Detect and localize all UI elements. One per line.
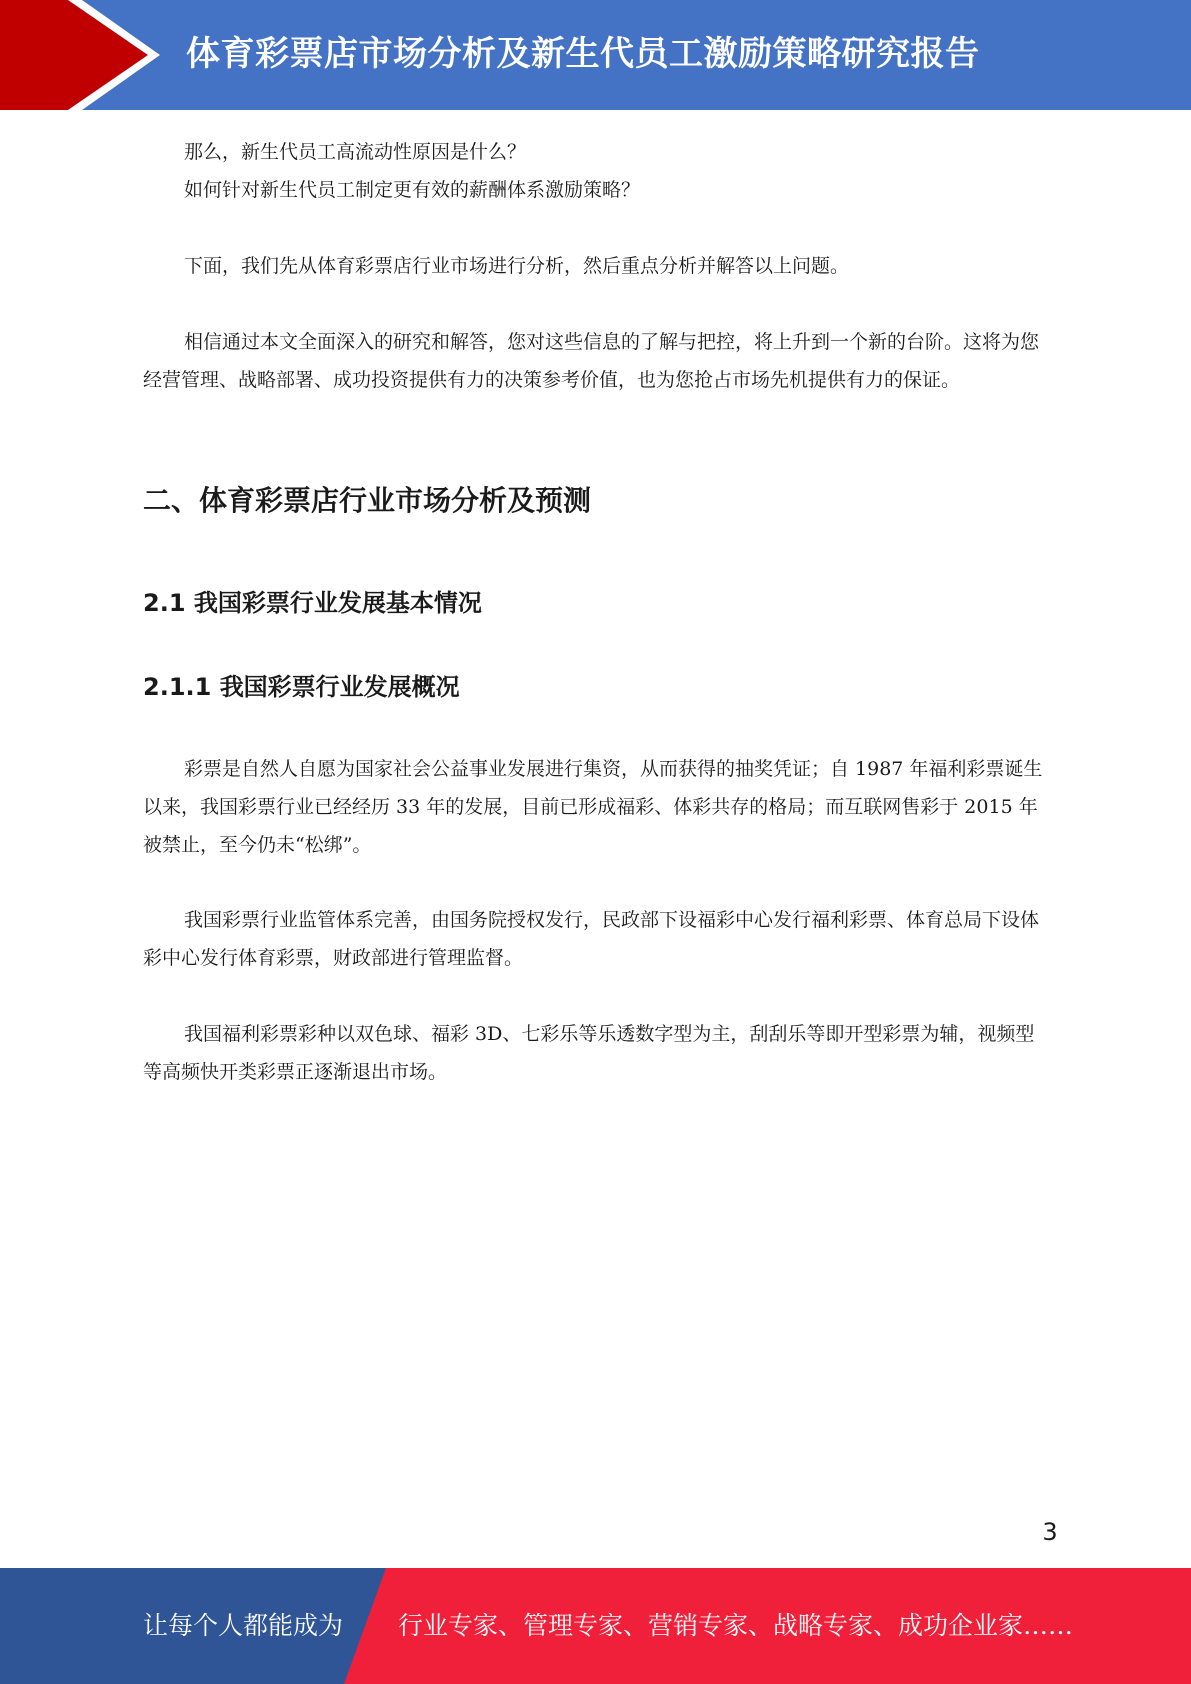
paragraph-1-block [143, 750, 1048, 864]
section-heading-block [143, 481, 1048, 521]
value-paragraph: 相信通过本文全面深入的研究和解答，您对这些信息的了解与把控，将上升到一个新的台阶。这将为您经营管理、战略部署、成功投资提供有力的决策参考价值，也为您抢占市场先机提供有力的保证。 [143, 331, 1040, 391]
section-heading: 二、体育彩票店行业市场分析及预测 [143, 484, 592, 517]
footer-slogan: 让每个人都能成为 [143, 1611, 344, 1640]
subsubsection-heading: 2.1.1 我国彩票行业发展概况 [143, 673, 460, 701]
page-number: 3 [1042, 1518, 1058, 1546]
question-1: 那么，新生代员工高流动性原因是什么？ [184, 141, 527, 163]
subsubsection-heading-block [143, 669, 1048, 705]
header-red-arrow [0, 0, 148, 110]
paragraph-2: 我国彩票行业监管体系完善，由国务院授权发行，民政部下设福彩中心发行福利彩票、体育总局下设体彩中心发行体育彩票，财政部进行管理监督。 [143, 909, 1040, 969]
subsection-heading-block [143, 585, 1048, 621]
report-title: 体育彩票店市场分析及新生代员工激励策略研究报告 [186, 34, 980, 74]
subsection-heading: 2.1 我国彩票行业发展基本情况 [143, 589, 482, 617]
question-block [143, 133, 1048, 209]
question-2: 如何针对新生代员工制定更有效的薪酬体系激励策略？ [184, 179, 641, 201]
intro-block [143, 247, 1048, 285]
paragraph-2-block [143, 901, 1048, 977]
page-footer [0, 1568, 1191, 1684]
value-block [143, 323, 1048, 399]
page-header [0, 0, 1191, 110]
footer-roles: 行业专家、管理专家、营销专家、战略专家、成功企业家…… [398, 1611, 1074, 1640]
paragraph-1: 彩票是自然人自愿为国家社会公益事业发展进行集资，从而获得的抽奖凭证；自 1987 年福利彩票诞生以来，我国彩票行业已经经历 33 年的发展，目前已形成福彩、体彩共存的格局；而互联网售彩于 2015 年被禁止，至今仍未“松绑”。 [143, 758, 1043, 856]
intro-paragraph: 下面，我们先从体育彩票店行业市场进行分析，然后重点分析并解答以上问题。 [184, 255, 850, 277]
paragraph-3: 我国福利彩票彩种以双色球、福彩 3D、七彩乐等乐透数字型为主，刮刮乐等即开型彩票为辅，视频型等高频快开类彩票正逐渐退出市场。 [143, 1023, 1035, 1083]
paragraph-3-block [143, 1015, 1048, 1091]
